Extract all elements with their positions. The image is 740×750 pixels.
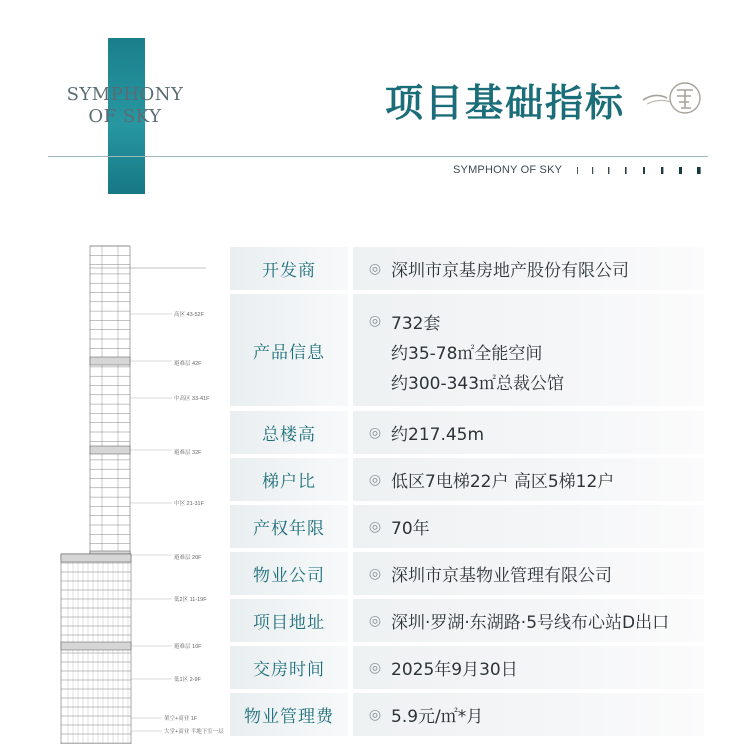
header-divider bbox=[48, 156, 708, 157]
zone-label: 中区 21-31F bbox=[174, 501, 204, 507]
circle-bullet-icon: ◎ bbox=[368, 612, 382, 629]
table-row bbox=[230, 458, 704, 501]
row-value bbox=[353, 458, 704, 501]
row-label: 总楼高 bbox=[230, 411, 348, 454]
table-row bbox=[230, 599, 704, 642]
row-label: 物业公司 bbox=[230, 552, 348, 595]
row-value bbox=[353, 646, 704, 689]
value-text: 约35-78㎡全能空间 bbox=[391, 343, 543, 364]
row-label: 产权年限 bbox=[230, 505, 348, 548]
table-row bbox=[230, 646, 704, 689]
circle-bullet-icon: ◎ bbox=[368, 659, 382, 676]
page-title: 项目基础指标 bbox=[385, 81, 626, 125]
circle-bullet-icon: ◎ bbox=[368, 313, 382, 329]
row-value bbox=[353, 693, 704, 736]
zone-label: 大堂+商业 半地下室一层 bbox=[164, 729, 224, 735]
circle-bullet-icon: ◎ bbox=[368, 424, 382, 441]
row-value bbox=[353, 411, 704, 454]
brand-line-2: OF SKY bbox=[88, 106, 162, 127]
circle-bullet-icon: ◎ bbox=[368, 565, 382, 582]
decorative-tick-marks bbox=[575, 166, 705, 175]
row-label: 开发商 bbox=[230, 247, 348, 290]
circle-bullet-icon: ◎ bbox=[368, 471, 382, 488]
zone-label: 避难层 20F bbox=[174, 555, 202, 561]
row-label: 项目地址 bbox=[230, 599, 348, 642]
value-text: 732套 bbox=[391, 313, 441, 334]
brand-line-1: SYMPHONY bbox=[66, 84, 184, 105]
value-text: 低区7电梯22户 高区5梯12户 bbox=[391, 472, 615, 492]
value-text: 2025年9月30日 bbox=[391, 660, 518, 680]
zone-label: 避难层 32F bbox=[174, 450, 202, 456]
zone-label: 中高区 33-41F bbox=[174, 396, 210, 402]
zone-label: 避难层 42F bbox=[174, 361, 202, 367]
zone-label: 高区 43-52F bbox=[174, 312, 204, 318]
value-text: 约217.45m bbox=[391, 425, 485, 445]
table-row bbox=[230, 505, 704, 548]
table-row bbox=[230, 552, 704, 595]
row-label: 物业管理费 bbox=[230, 693, 348, 736]
value-text: 深圳·罗湖·东湖路·5号线布心站D出口 bbox=[391, 613, 670, 633]
row-value bbox=[353, 599, 704, 642]
circle-bullet-icon: ◎ bbox=[368, 706, 382, 723]
row-label: 交房时间 bbox=[230, 646, 348, 689]
zone-label: 避难层 10F bbox=[174, 644, 202, 650]
row-value bbox=[353, 552, 704, 595]
table-row bbox=[230, 294, 704, 406]
building-labels bbox=[56, 244, 236, 744]
zone-label: 低1区 2-9F bbox=[174, 677, 201, 683]
row-label: 梯户比 bbox=[230, 458, 348, 501]
table-row bbox=[230, 411, 704, 454]
table-row bbox=[230, 247, 704, 290]
row-label: 产品信息 bbox=[230, 294, 348, 406]
row-value bbox=[353, 505, 704, 548]
value-text: 深圳市京基房地产股份有限公司 bbox=[391, 261, 629, 281]
circle-bullet-icon: ◎ bbox=[368, 518, 382, 535]
row-value bbox=[353, 247, 704, 290]
zone-label: 架空+商业 1F bbox=[164, 716, 198, 722]
value-text: 约300-343㎡总裁公馆 bbox=[391, 373, 565, 394]
value-text: 深圳市京基物业管理有限公司 bbox=[391, 566, 612, 586]
circle-bullet-icon: ◎ bbox=[368, 260, 382, 277]
brand-logo-text bbox=[60, 84, 190, 128]
value-text: 5.9元/㎡*月 bbox=[391, 707, 484, 727]
zone-label: 低2区 11-19F bbox=[174, 597, 207, 603]
value-text: 70年 bbox=[391, 519, 430, 539]
table-row bbox=[230, 693, 704, 736]
row-value bbox=[353, 294, 704, 406]
page-subtitle: SYMPHONY OF SKY bbox=[453, 164, 563, 176]
decorative-emblem-icon bbox=[641, 78, 707, 118]
